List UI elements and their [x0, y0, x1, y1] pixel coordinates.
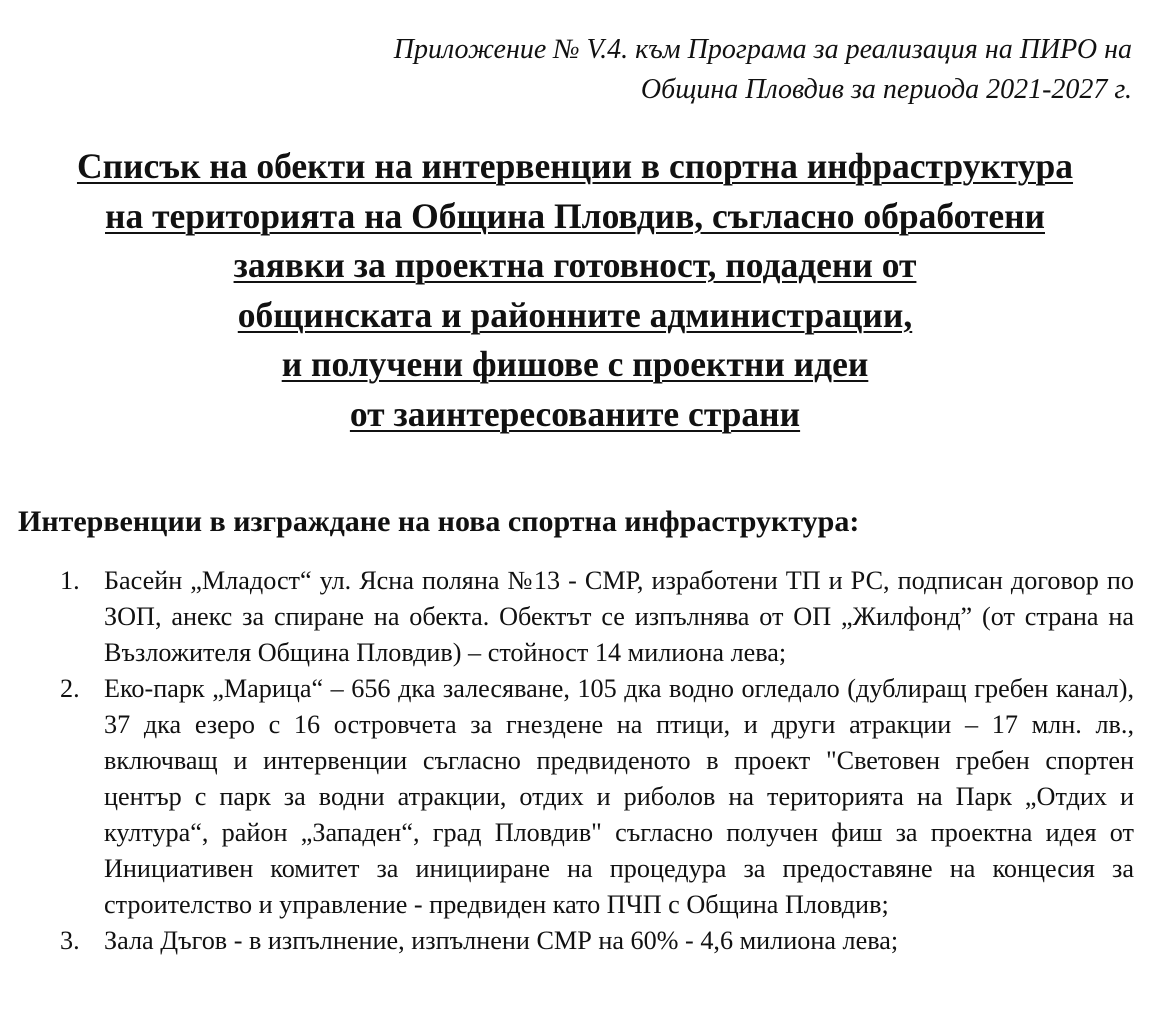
appendix-line-1: Приложение № V.4. към Програма за реализация на ПИРО на — [393, 34, 1132, 65]
section-heading: Интервенции в изграждане на нова спортна инфраструктура: — [18, 505, 860, 538]
list-item-number: 2. — [60, 674, 80, 703]
list-item — [56, 563, 1134, 671]
list-item-number: 1. — [60, 566, 80, 595]
title-line-1: Списък на обекти на интервенции в спортна инфраструктура — [76, 146, 1074, 186]
list-item-text: Басейн „Младост“ ул. Ясна поляна №13 - СМР, изработени ТП и РС, подписан договор по ЗОП, анекс за спиране на обекта. Обектът се изпълнява от ОП „Жилфонд” (от страна на Възложителя Община Пловдив) – стойност 14 милиона лева; — [104, 566, 1134, 667]
title-line-6: от заинтересованите страни — [349, 393, 801, 434]
title-line-4: общинската и районните администрации, — [237, 294, 913, 335]
title-line-5: и получени фишове с проектни идеи — [281, 344, 869, 384]
document-title — [0, 142, 1150, 439]
title-line-2: на територията на Община Пловдив, съгласно обработени — [105, 195, 1045, 236]
list-item-number: 3. — [60, 926, 80, 955]
title-line-3: заявки за проектна готовност, подадени от — [233, 245, 917, 285]
list-item-text: Зала Дъгов - в изпълнение, изпълнени СМР на 60% - 4,6 милиона лева; — [104, 926, 899, 955]
appendix-line-2: Община Пловдив за периода 2021-2027 г. — [640, 74, 1132, 105]
list-item — [56, 923, 1134, 959]
list-item — [56, 671, 1134, 923]
intervention-list — [56, 563, 1134, 959]
appendix-reference — [394, 30, 1132, 110]
list-item-text: Еко-парк „Марица“ – 656 дка залесяване, 105 дка водно огледало (дублиращ гребен канал), 37 дка езеро с 16 островчета за гнездене на птици, и други атракции – 17 млн. лв., включващ и интервенции съгласно предвиденото в проект "Световен гребен спортен център с парк за водни атракции, отдих и риболов на територията на Парк „Отдих и култура“, район „Западен“, град Пловдив" съгласно получен фиш за проектна идея от Инициативен комитет за иницииране на процедура за предоставяне на концесия за строителство и управление - предвиден като ПЧП с Община Пловдив; — [104, 674, 1134, 919]
